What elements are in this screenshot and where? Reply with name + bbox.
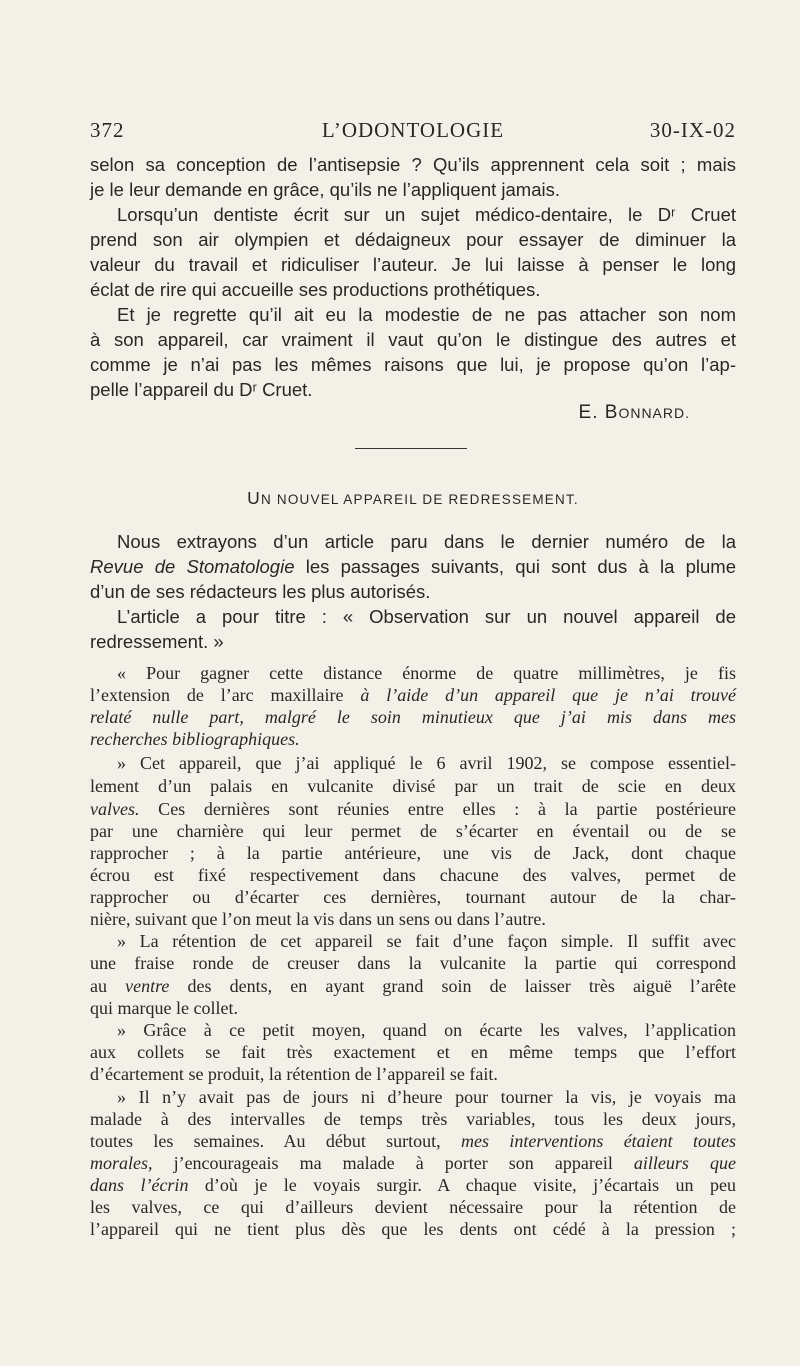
quote-line <box>90 1174 736 1196</box>
quote-line: une fraise ronde de creuser dans la vulcanite la partie qui correspond <box>90 953 736 973</box>
heading-initial: U <box>247 488 261 508</box>
italic-span: ailleurs que <box>633 1153 736 1173</box>
text-span: des dents, en ayant grand soin de laisser très aiguë l’arête <box>169 976 736 996</box>
italic-span: recherches bibliographiques. <box>90 729 300 749</box>
quote-line: écrou est fixé respectivement dans chacune des valves, permet de <box>90 865 736 885</box>
quote-line <box>90 975 736 997</box>
quote-line: d’écartement se produit, la rétention de l’appareil se fait. <box>90 1064 498 1084</box>
quote-line: malade à des intervalles de temps très variables, tous les deux jours, <box>90 1109 736 1129</box>
italic-span: valves. <box>90 799 140 819</box>
quote-line <box>90 798 736 820</box>
quote-line: » La rétention de cet appareil se fait d’une façon simple. Il suffit avec <box>117 931 736 951</box>
quote-line: » Il n’y avait pas de jours ni d’heure pour tourner la vis, je voyais ma <box>117 1087 736 1107</box>
quote-line: les valves, ce qui d’ailleurs devient nécessaire pour la rétention de <box>90 1197 736 1217</box>
article-heading <box>90 488 736 509</box>
italic-span: relaté nulle part, malgré le soin minutieux que j’ai mis dans mes <box>90 707 736 727</box>
page-number: 372 <box>90 118 125 142</box>
quote-line: « Pour gagner cette distance énorme de quatre millimètres, je fis <box>117 663 736 683</box>
text-line: L’article a pour titre : « Observation sur un nouvel appareil de <box>117 606 736 627</box>
quote-line: rapprocher ; à la partie antérieure, une vis de Jack, dont chaque <box>90 843 736 863</box>
quote-line: qui marque le collet. <box>90 998 238 1018</box>
text-line: d’un de ses rédacteurs les plus autorisés. <box>90 581 431 602</box>
author-signature <box>579 402 690 424</box>
text-line: éclat de rire qui accueille ses productions prothétiques. <box>90 279 541 300</box>
quote-line: rapprocher ou d’écarter ces dernières, tournant autour de la char- <box>90 887 736 907</box>
text-span: au <box>90 976 126 996</box>
text-span: l’extension de l’arc maxillaire <box>90 685 361 705</box>
issue-date: 30-IX-02 <box>649 118 736 142</box>
heading-rest: N NOUVEL APPAREIL DE REDRESSEMENT. <box>260 492 579 507</box>
text-line: valeur du travail et ridiculiser l’auteur. Je lui laisse à penser le long <box>90 254 736 275</box>
text-line: selon sa conception de l’antisepsie ? Qu’ils apprennent cela soit ; mais <box>90 154 736 175</box>
text-line: Et je regrette qu’il ait eu la modestie de ne pas attacher son nom <box>117 304 736 325</box>
text-line: je le leur demande en grâce, qu’ils ne l’appliquent jamais. <box>90 179 560 200</box>
quote-line: » Grâce à ce petit moyen, quand on écarte les valves, l’application <box>117 1020 736 1040</box>
quote-line: lement d’un palais en vulcanite divisé par un trait de scie en deux <box>90 776 736 796</box>
quote-line: » Cet appareil, que j’ai appliqué le 6 avril 1902, se compose essentiel- <box>117 753 736 773</box>
text-span: toutes les semaines. Au début surtout, <box>90 1131 462 1151</box>
text-line: prend son air olympien et dédaigneux pour essayer de diminuer la <box>90 229 736 250</box>
text-line: Lorsqu’un dentiste écrit sur un sujet médico-dentaire, le Dʳ Cruet <box>117 204 736 225</box>
running-head <box>90 118 736 148</box>
quote-line: l’appareil qui ne tient plus dès que les dents ont cédé à la pression ; <box>90 1219 736 1239</box>
quote-line <box>90 706 736 728</box>
section-divider <box>355 448 467 449</box>
quote-line <box>90 728 736 750</box>
text-span: Ces dernières sont réunies entre elles : à la partie postérieure <box>139 799 736 819</box>
italic-span: à l’aide d’un appareil que je n’ai trouvé <box>360 685 736 705</box>
text-line: Nous extrayons d’un article paru dans le dernier numéro de la <box>117 531 736 552</box>
signature-initial: E. B <box>578 402 619 423</box>
italic-span: mes interventions étaient toutes <box>461 1131 737 1151</box>
journal-title: L’ODONTOLOGIE <box>321 118 505 142</box>
italic-span: ventre <box>125 976 170 996</box>
journal-name: Revue de Stomatologie <box>90 556 295 577</box>
quote-line <box>90 1152 736 1174</box>
text-line: pelle l’appareil du Dʳ Cruet. <box>90 379 313 400</box>
quote-line: nière, suivant que l’on meut la vis dans un sens ou dans l’autre. <box>90 909 546 929</box>
text-line: comme je n’ai pas les mêmes raisons que lui, je propose qu’on l’ap- <box>90 354 736 375</box>
text-span: j’encourageais ma malade à porter son appareil <box>152 1153 634 1173</box>
quote-line <box>90 684 736 706</box>
quote-line <box>90 1130 736 1152</box>
signature-rest: ONNARD. <box>618 405 690 421</box>
quote-line: aux collets se fait très exactement et en même temps que l’effort <box>90 1042 736 1062</box>
text-line: à son appareil, car vraiment il vaut qu’on le distingue des autres et <box>90 329 736 350</box>
italic-span: morales, <box>90 1153 153 1173</box>
text-line: redressement. » <box>90 631 224 652</box>
italic-span: dans l’écrin <box>90 1175 189 1195</box>
text-span: les passages suivants, qui sont dus à la plume <box>294 556 736 577</box>
text-span: d’où je le voyais surgir. A chaque visite, j’écartais un peu <box>188 1175 736 1195</box>
quote-line: par une charnière qui leur permet de s’écarter en éventail ou de se <box>90 821 736 841</box>
text-line <box>90 555 736 580</box>
